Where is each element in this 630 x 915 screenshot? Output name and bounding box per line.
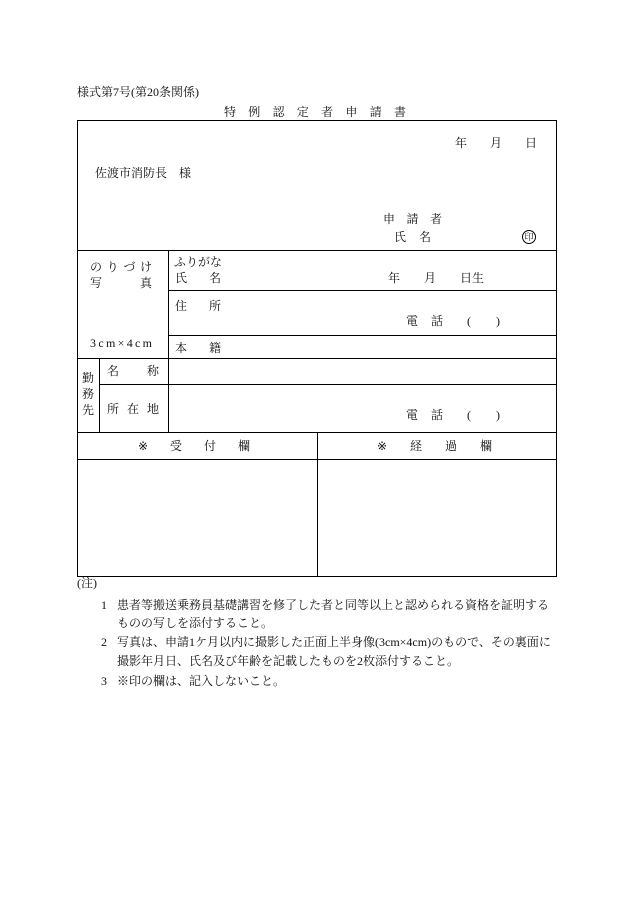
label-glyph: 名 — [418, 230, 431, 244]
label-glyph: ) — [496, 408, 500, 422]
date-label — [455, 136, 537, 150]
label-glyph: m — [105, 336, 116, 350]
label-glyph: 住 — [175, 299, 188, 313]
label-glyph: 在 — [126, 402, 139, 416]
label-glyph: 名 — [107, 364, 120, 378]
rule-name-row — [168, 290, 557, 291]
label-glyph: ( — [467, 408, 471, 422]
label-glyph: 者 — [429, 212, 442, 226]
label-glyph: 話 — [430, 314, 443, 328]
note-text-line: 撮影年月日、氏名及び年齢を記載したものを2枚添付すること。 — [117, 654, 460, 668]
note-text-line: 患者等搬送乗務員基礎講習を修了した者と同等以上と認められる資格を証明する — [117, 598, 550, 612]
label-glyph: 電 — [406, 408, 419, 422]
label-glyph: 名 — [208, 271, 221, 285]
label-glyph: 年 — [455, 136, 468, 150]
label-glyph: 過 — [444, 439, 457, 453]
label-glyph: 付 — [203, 439, 216, 453]
label-glyph: 話 — [430, 408, 443, 422]
label-glyph: 籍 — [208, 341, 221, 355]
workplace-name-label — [107, 364, 159, 378]
label-glyph: ※ — [377, 439, 388, 453]
label-glyph: 例 — [248, 105, 261, 119]
label-glyph: ※ — [138, 439, 149, 453]
applicant-label — [383, 212, 442, 226]
note-number: 1 — [101, 598, 107, 612]
label-glyph: ) — [496, 314, 500, 328]
domicile-label — [175, 341, 221, 355]
label-glyph: 受 — [170, 439, 183, 453]
progress-column-header — [377, 439, 492, 453]
label-glyph: け — [139, 260, 152, 274]
applicant-name-label — [394, 230, 431, 244]
label-glyph: 月 — [489, 136, 502, 150]
label-glyph: ( — [467, 314, 471, 328]
label-glyph: 写 — [90, 276, 103, 290]
label-glyph: 4 — [126, 336, 133, 350]
workplace-phone-label — [406, 408, 443, 422]
workplace-section-label — [82, 371, 94, 417]
name-label — [175, 271, 221, 285]
progress-area — [318, 460, 556, 576]
addressee: 佐渡市消防長 様 — [95, 166, 192, 180]
label-glyph: 3 — [90, 336, 96, 350]
label-glyph: 務 — [82, 387, 95, 401]
label-glyph: 定 — [296, 105, 309, 119]
photo-size-label — [90, 336, 152, 350]
label-glyph: 氏 — [394, 230, 407, 244]
note-number: 2 — [101, 635, 107, 649]
label-glyph: 電 — [406, 314, 419, 328]
phone-blank — [467, 314, 500, 328]
note-text-line: ものの写しを添付すること。 — [117, 616, 274, 630]
address-label — [175, 299, 221, 313]
rule-header-section — [77, 250, 557, 251]
label-glyph: 経 — [410, 439, 423, 453]
label-glyph: 真 — [139, 276, 152, 290]
reception-column-header — [138, 439, 250, 453]
form-title — [224, 105, 406, 119]
label-glyph: 書 — [393, 105, 406, 119]
furigana-label: ふりがな — [174, 255, 223, 269]
workplace-phone-blank — [467, 408, 500, 422]
label-glyph: 称 — [146, 364, 159, 378]
label-glyph: × — [117, 336, 125, 350]
rule-address-row — [168, 335, 557, 336]
label-glyph: 地 — [146, 402, 159, 416]
label-glyph: 先 — [82, 403, 95, 417]
photo-paste-label — [90, 260, 152, 274]
reception-area — [78, 460, 317, 576]
label-glyph: 欄 — [479, 439, 492, 453]
label-glyph: 所 — [208, 299, 221, 313]
form-number: 様式第7号(第20条関係) — [77, 85, 199, 99]
label-glyph: 氏 — [175, 271, 188, 285]
label-glyph: 本 — [175, 341, 188, 355]
label-glyph: 申 — [383, 212, 396, 226]
photo-label — [90, 276, 152, 290]
label-glyph: 日 — [524, 136, 537, 150]
label-glyph: 請 — [369, 105, 382, 119]
label-glyph: 申 — [345, 105, 358, 119]
workplace-location-label — [107, 402, 159, 416]
label-glyph: の — [90, 260, 103, 274]
note-text-line: ※印の欄は、記入しないこと。 — [117, 674, 286, 688]
label-glyph: り — [106, 260, 119, 274]
label-glyph: c — [98, 336, 104, 350]
label-glyph: 特 — [224, 105, 237, 119]
birth-date-label: 年 月 日生 — [388, 271, 485, 285]
notes-heading: (注) — [77, 576, 97, 590]
seal-mark: 印 — [522, 230, 536, 244]
rule-workplace-column — [99, 358, 100, 433]
label-glyph: 所 — [107, 402, 120, 416]
label-glyph: 欄 — [237, 439, 250, 453]
label-glyph: 請 — [406, 212, 419, 226]
label-glyph: m — [142, 336, 152, 350]
note-number: 3 — [101, 674, 107, 688]
rule-label-column — [168, 250, 169, 433]
label-glyph: 認 — [272, 105, 285, 119]
rule-personal-section — [77, 358, 557, 359]
label-glyph: 勤 — [82, 371, 95, 385]
phone-label — [406, 314, 443, 328]
note-text-line: 写真は、申請1ケ月以内に撮影した正面上半身像(3cm×4cm)のもので、その裏面に — [117, 635, 551, 649]
label-glyph: c — [135, 336, 141, 350]
label-glyph: づ — [123, 260, 136, 274]
label-glyph: 者 — [321, 105, 334, 119]
